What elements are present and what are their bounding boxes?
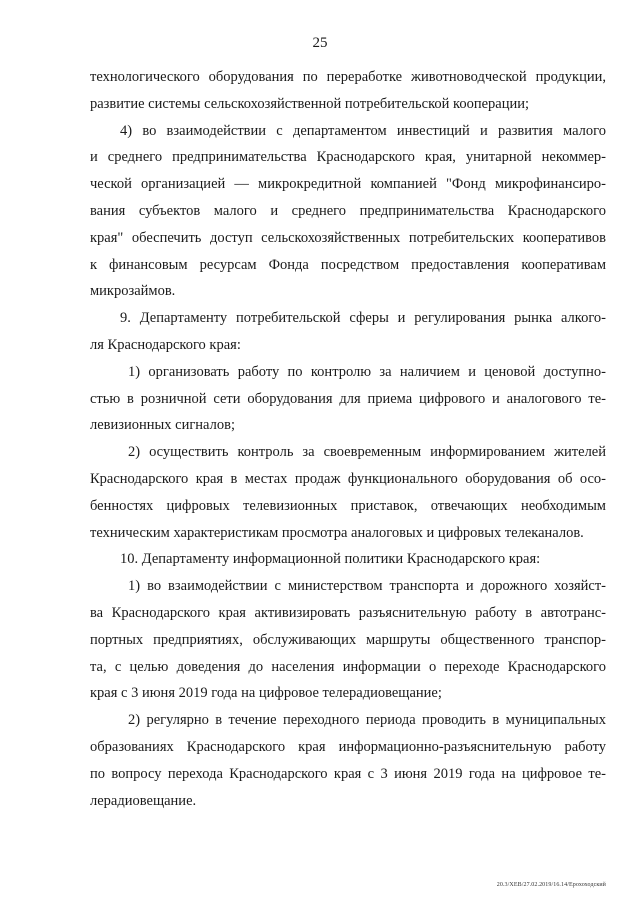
text-line: бенностях цифровых телевизионных приставок, отвечающих необходимым: [90, 497, 606, 514]
paragraph-continuation: [90, 64, 606, 118]
text-line: 2) регулярно в течение переходного периода проводить в муниципальных: [128, 712, 606, 729]
section-10-item-2: [90, 707, 606, 814]
text-line: и среднего предпринимательства Краснодарского края, унитарной некоммер-: [90, 149, 606, 166]
text-line: Краснодарского края в местах продаж функционального оборудования об осо-: [90, 470, 606, 487]
text-line: вания субъектов малого и среднего предпринимательства Краснодарского: [90, 202, 606, 219]
text-line: лерадиовещание.: [90, 792, 197, 809]
text-line: стью в розничной сети оборудования для приема цифрового и аналогового те-: [90, 390, 606, 407]
text-line: по вопросу перехода Краснодарского края с 3 июня 2019 года на цифровое те-: [90, 765, 606, 782]
paragraph-item-4: [90, 118, 606, 306]
text-line: к финансовым ресурсам Фонда посредством предоставления кооперативам: [90, 256, 606, 273]
section-10-item-1: [90, 573, 606, 707]
section-10-heading: [90, 546, 606, 573]
text-line: техническим характеристикам просмотра аналоговых и цифровых телеканалов.: [90, 524, 584, 541]
text-line: ля Краснодарского края:: [90, 336, 241, 353]
text-line: развитие системы сельскохозяйственной потребительской кооперации;: [90, 95, 530, 112]
text-line: 1) организовать работу по контролю за наличием и ценовой доступно-: [128, 363, 606, 380]
text-line: технологического оборудования по переработке животноводческой продукции,: [90, 69, 606, 85]
text-line: 4) во взаимодействии с департаментом инвестиций и развития малого: [120, 122, 606, 139]
text-line: портных предприятиях, обслуживающих маршруты общественного транспор-: [90, 631, 606, 648]
text-line: микрозаймов.: [90, 283, 176, 300]
text-line: 1) во взаимодействии с министерством транспорта и дорожного хозяйст-: [128, 578, 606, 595]
page-number: 25: [312, 35, 328, 51]
document-body: [90, 64, 606, 814]
section-9-item-1: [90, 359, 606, 439]
text-line: края" обеспечить доступ сельскохозяйственных потребительских кооперативов: [90, 229, 606, 246]
text-line: ва Краснодарского края активизировать разъяснительную работу в автотранс-: [90, 604, 606, 621]
text-line: та, с целью доведения до населения информации о переходе Краснодарского: [90, 658, 606, 675]
section-9-heading: [90, 305, 606, 359]
document-registration-stamp: 20.3/XEB/27.02.2019/16.14/Ерохоходский: [496, 882, 606, 888]
text-line: края с 3 июня 2019 года на цифровое телерадиовещание;: [90, 685, 442, 702]
text-line: 9. Департаменту потребительской сферы и регулирования рынка алкого-: [120, 310, 606, 327]
text-line: 2) осуществить контроль за своевременным информированием жителей: [128, 444, 606, 461]
text-line: 10. Департаменту информационной политики Краснодарского края:: [120, 551, 541, 568]
text-line: левизионных сигналов;: [90, 417, 235, 434]
text-line: ческой организацией — микрокредитной компанией "Фонд микрофинансиро-: [90, 176, 606, 193]
text-line: образованиях Краснодарского края информационно-разъяснительную работу: [90, 738, 606, 755]
section-9-item-2: [90, 439, 606, 546]
